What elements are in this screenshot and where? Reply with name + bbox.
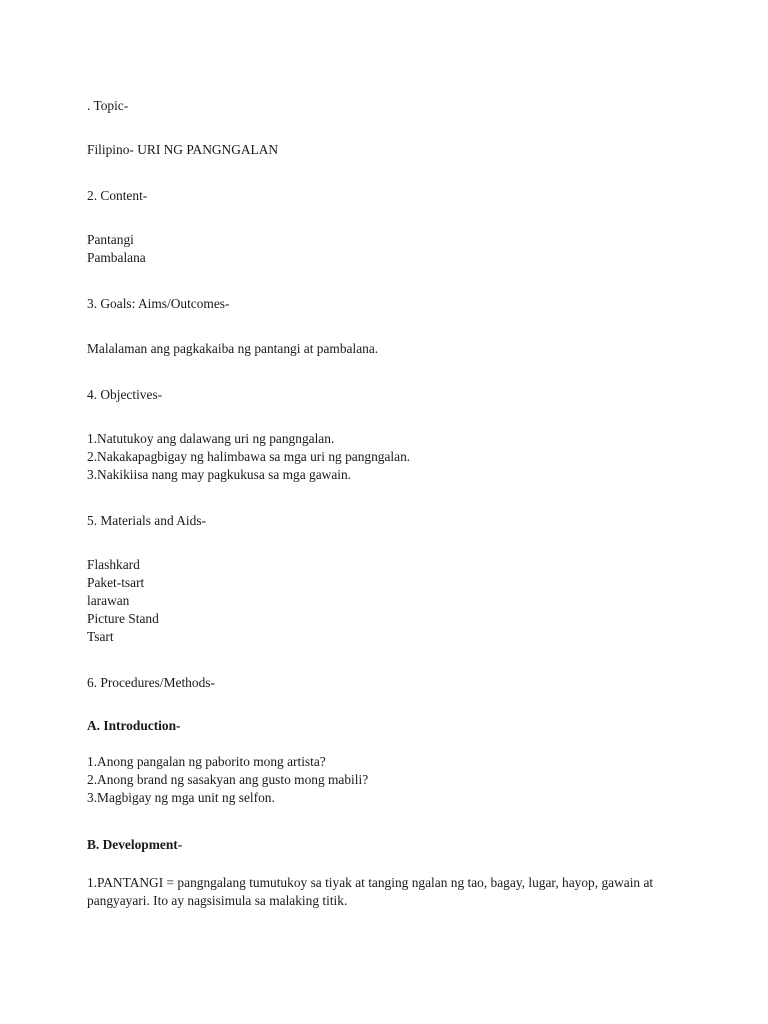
material-item: Flashkard xyxy=(87,557,140,572)
goals-text: Malalaman ang pagkakaiba ng pantangi at pambalana. xyxy=(87,341,379,356)
objective-item: 1.Natutukoy ang dalawang uri ng pangngalan. xyxy=(87,431,335,446)
content-list xyxy=(87,231,687,267)
objective-item: 2.Nakakapagbigay ng halimbawa sa mga uri ng pangngalan. xyxy=(87,449,411,464)
objective-item: 3.Nakikiisa nang may pagkukusa sa mga gawain. xyxy=(87,467,352,482)
goals-heading: 3. Goals: Aims/Outcomes- xyxy=(87,296,230,311)
introduction-list xyxy=(87,753,687,807)
development-text: 1.PANTANGI = pangngalang tumutukoy sa tiyak at tanging ngalan ng tao, bagay, lugar, hayop, gawain at pangyayari. Ito ay nagsisimula sa malaking titik. xyxy=(87,875,654,908)
objectives-list xyxy=(87,430,687,484)
materials-list xyxy=(87,556,687,646)
material-item: Paket-tsart xyxy=(87,575,145,590)
material-item: larawan xyxy=(87,593,130,608)
introduction-item: 3.Magbigay ng mga unit ng selfon. xyxy=(87,790,275,805)
introduction-item: 1.Anong pangalan ng paborito mong artista? xyxy=(87,754,326,769)
development-heading: B. Development- xyxy=(87,837,183,852)
content-item: Pambalana xyxy=(87,250,146,265)
materials-heading: 5. Materials and Aids- xyxy=(87,513,207,528)
material-item: Tsart xyxy=(87,629,114,644)
introduction-heading: A. Introduction- xyxy=(87,718,181,733)
objectives-heading: 4. Objectives- xyxy=(87,387,163,402)
material-item: Picture Stand xyxy=(87,611,159,626)
introduction-item: 2.Anong brand ng sasakyan ang gusto mong mabili? xyxy=(87,772,369,787)
topic-heading: . Topic- xyxy=(87,98,129,113)
content-heading: 2. Content- xyxy=(87,188,148,203)
topic-value: Filipino- URI NG PANGNGALAN xyxy=(87,142,279,157)
content-item: Pantangi xyxy=(87,232,134,247)
procedures-heading: 6. Procedures/Methods- xyxy=(87,675,215,690)
